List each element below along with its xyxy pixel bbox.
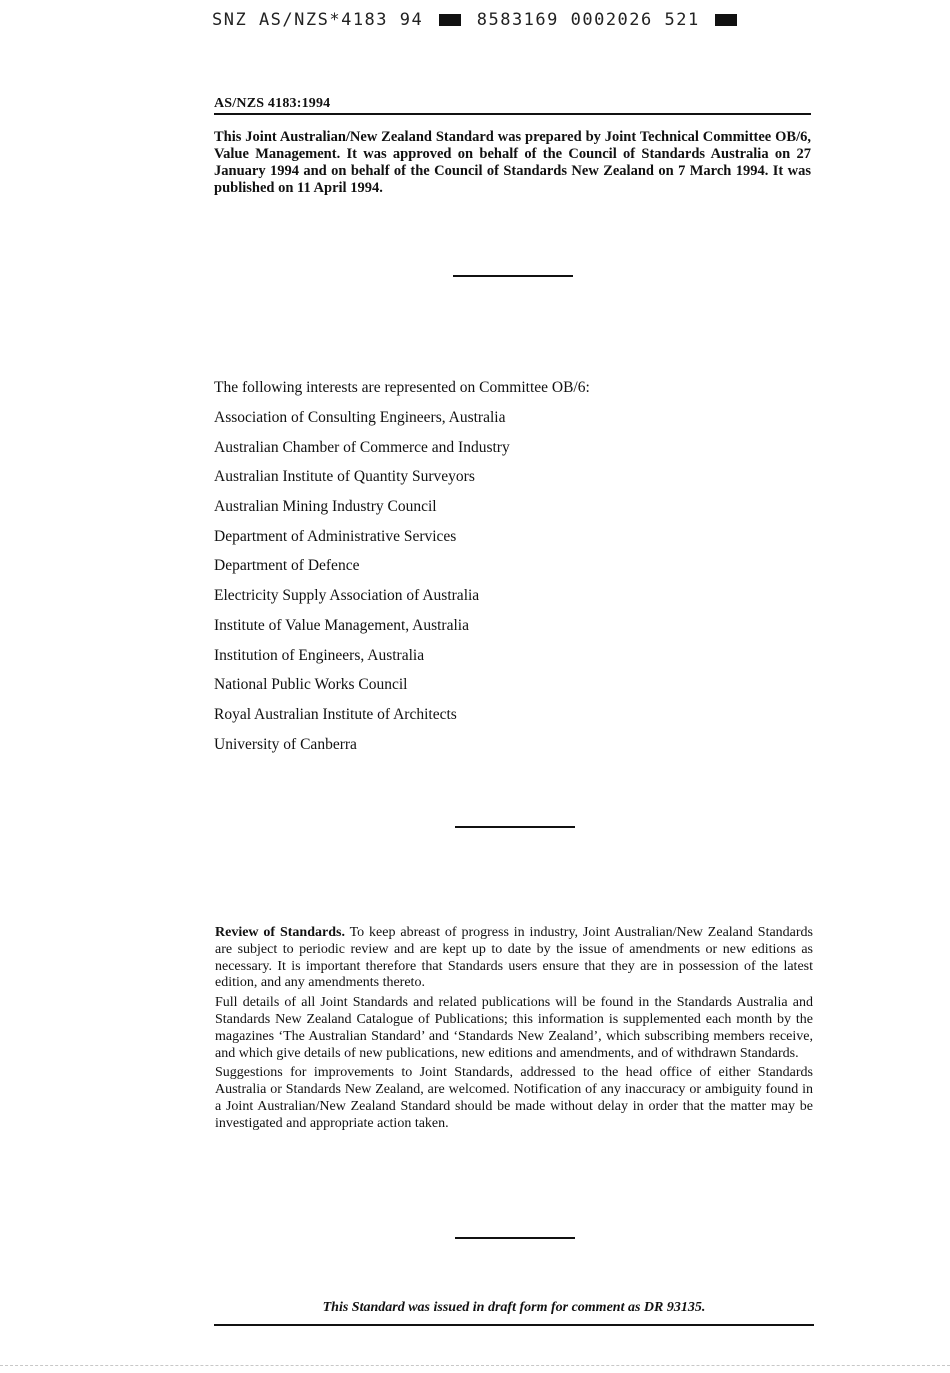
committee-member: Royal Australian Institute of Architects <box>214 705 457 723</box>
draft-note: This Standard was issued in draft form for comment as DR 93135. <box>322 1300 706 1315</box>
committee-member: University of Canberra <box>214 735 357 753</box>
title-rule <box>214 113 811 115</box>
committee-section <box>214 378 590 764</box>
section-divider <box>453 275 573 277</box>
review-paragraph <box>215 925 813 992</box>
redaction-block <box>715 14 737 26</box>
committee-member: Electricity Supply Association of Australia <box>214 587 480 605</box>
control-code-part2: 8583169 0002026 521 <box>476 10 700 30</box>
review-heading: Review of Standards. <box>215 925 345 940</box>
redaction-block <box>439 14 461 26</box>
footer-rule <box>214 1324 814 1326</box>
scan-edge-line <box>0 1365 950 1366</box>
review-of-standards-section <box>215 925 813 1136</box>
section-divider <box>455 826 575 828</box>
control-code-part1: SNZ AS/NZS*4183 94 <box>212 10 424 30</box>
committee-intro: The following interests are represented on Committee OB/6: <box>214 379 590 396</box>
review-paragraph-text: To keep abreast of progress in industry, Joint Australian/New Zealand Standards are subject to periodic review and are kept up to date by the issue of amendments or new editions as necessary. It is important therefore that Standards users ensure that they are in possession of the latest edition, and any amendments thereto. <box>215 925 813 991</box>
committee-member: Department of Defence <box>214 557 360 575</box>
section-divider <box>455 1237 575 1239</box>
committee-member: Australian Mining Industry Council <box>214 498 437 516</box>
approval-statement: This Joint Australian/New Zealand Standard was prepared by Joint Technical Committee OB/6, Value Management. It was approved on behalf of the Council of Standards Australia on 27 January 1994 and on behalf of the Council of Standards New Zealand on 7 March 1994. It was published on 11 April 1994. <box>214 129 811 196</box>
document-control-code <box>212 10 741 30</box>
suggestions-paragraph: Suggestions for improvements to Joint Standards, addressed to the head office of either Standards Australia or Standards New Zealand, are welcomed. Notification of any inaccuracy or ambiguity found in a Joint Australian/New Zealand Standard should be made without delay in order that the matter may be investigated and appropriate action taken. <box>215 1065 813 1131</box>
committee-member: Association of Consulting Engineers, Australia <box>214 409 506 426</box>
committee-member: Australian Chamber of Commerce and Industry <box>214 438 510 456</box>
committee-member: Australian Institute of Quantity Surveyors <box>214 468 475 486</box>
committee-member: Institute of Value Management, Australia <box>214 616 469 634</box>
committee-member-list <box>214 408 590 755</box>
committee-member: Institution of Engineers, Australia <box>214 646 425 664</box>
committee-member: National Public Works Council <box>214 676 408 694</box>
catalogue-paragraph: Full details of all Joint Standards and related publications will be found in the Standards Australia and Standards New Zealand Catalogue of Publications; this information is supplemented each month by the magazines ‘The Australian Standard’ and ‘Standards New Zealand’, which subscribing members receive, and which give details of new publications, new editions and amendments, and of withdrawn Standards. <box>215 995 813 1061</box>
standard-number: AS/NZS 4183:1994 <box>214 96 331 111</box>
committee-member: Department of Administrative Services <box>214 527 457 545</box>
